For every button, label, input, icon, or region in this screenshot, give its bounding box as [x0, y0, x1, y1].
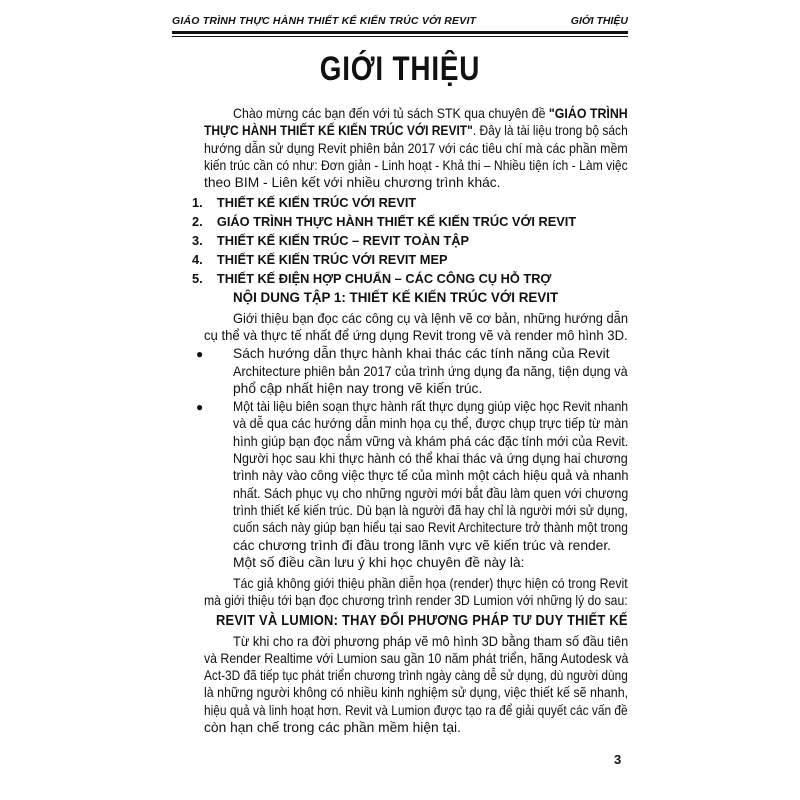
intro-line: THỰC HÀNH THIẾT KẾ KIẾN TRÚC VỚI REVIT". Đây là tài liệu trong bộ sách [204, 123, 628, 139]
bullet-icon: ● [196, 347, 204, 361]
intro-line: hướng dẫn sử dụng Revit phiên bản 2017 với các tiêu chí mà các phần mềm [204, 140, 628, 156]
note-line: Một số điều cần lưu ý khi học chuyên đề này là: [233, 554, 525, 570]
paragraph-line: mà giới thiệu tới bạn đọc chương trình render 3D Lumion với những lý do sau: [204, 592, 628, 608]
paragraph-line: hiệu quả và linh hoạt hơn. Revit và Lumion được tạo ra để giải quyết các vấn đề [204, 702, 628, 718]
bullet-line: Người học sau khi thực hành có thể khai thác và ứng dụng hai chương [233, 451, 628, 467]
bullet-line: hình giúp bạn đọc nắm vững và khám phá các đặc tính mới của Revit. [233, 433, 629, 449]
book-list-item: 5. THIẾT KẾ ĐIỆN HỢP CHUẨN – CÁC CÔNG CỤ HỖ TRỢ [192, 271, 552, 287]
bullet-line: Một tài liệu biên soạn thực hành rất thực dụng giúp việc học Revit nhanh [233, 399, 629, 415]
intro-line: kiến trúc cần có như: Đơn giản - Linh hoạt - Khả thi – Nhiều tiện ích - Làm việc [204, 157, 628, 173]
running-header [172, 11, 628, 31]
bullet-line: Architecture phiên bản 2017 của trình ứng dụng đa năng, tiện dụng và [233, 363, 628, 379]
book-list-item: 2. GIÁO TRÌNH THỰC HÀNH THIẾT KẾ KIẾN TRÚC VỚI REVIT [192, 214, 577, 230]
bullet-line: và dễ qua các hướng dẫn minh họa cụ thể, được chụp trực tiếp từ màn [233, 416, 629, 432]
bullet-line: trình này vào công việc thực tế của mình một cách hiệu quả và nhanh [233, 468, 629, 484]
bullet-line: phổ cập nhất hiện nay trong vẽ kiến trúc. [233, 381, 483, 396]
paragraph-line: Act-3D đã tiếp tục phát triển chương trình ngày càng dễ sử dụng, dù người dùng [204, 668, 628, 684]
bullet-line: Sách hướng dẫn thực hành khai thác các tính năng của Revit [233, 346, 610, 362]
header-rule-thick [172, 31, 628, 34]
paragraph-line: Giới thiệu bạn đọc các công cụ và lệnh vẽ cơ bản, những hướng dẫn [233, 310, 628, 326]
book-list-item: 1. THIẾT KẾ KIẾN TRÚC VỚI REVIT [192, 195, 417, 211]
section-heading: NỘI DUNG TẬP 1: THIẾT KẾ KIẾN TRÚC VỚI REVIT [233, 289, 559, 305]
paragraph-line: Tác giả không giới thiệu phần diễn họa (render) thực hiện có trong Revit [233, 575, 628, 591]
running-title: GIÁO TRÌNH THỰC HÀNH THIẾT KẾ KIẾN TRÚC VỚI REVIT [172, 15, 477, 27]
bullet-line: trình thiết kế kiến trúc. Dù bạn là người đã hay chỉ là người mới sử dụng, [233, 502, 628, 518]
paragraph-line: còn hạn chế trong các phần mềm hiện tại. [204, 720, 461, 735]
bullet-line: các chương trình đi đầu trong lãnh vực vẽ kiến trúc và render. [233, 537, 612, 553]
paragraph-line: và Render Realtime với Lumion sau gần 10 năm phát triển, hãng Autodesk và [204, 650, 629, 666]
intro-line: Chào mừng các bạn đến với tủ sách STK qua chuyên đề "GIÁO TRÌNH [233, 106, 628, 121]
section-heading: REVIT VÀ LUMION: THAY ĐỔI PHƯƠNG PHÁP TƯ DUY THIẾT KẾ [216, 611, 628, 629]
page-number: 3 [614, 752, 622, 767]
bullet-icon: ● [196, 399, 204, 414]
book-list-item: 3. THIẾT KẾ KIẾN TRÚC – REVIT TOÀN TẬP [192, 233, 470, 249]
header-rule-thin [172, 36, 628, 37]
page-title: GIỚI THIỆU [319, 50, 481, 88]
intro-line: theo BIM - Liên kết với nhiều chương trình khác. [204, 175, 501, 191]
bullet-line: nhất. Sách phục vụ cho những người mới bắt đầu làm quen với chương [233, 485, 629, 501]
running-section: GIỚI THIỆU [570, 15, 628, 27]
book-list-item: 4. THIẾT KẾ KIẾN TRÚC VỚI REVIT MEP [192, 252, 448, 268]
bullet-line: cuốn sách này giúp bạn hiểu tại sao Revit Architecture trở thành một trong [233, 520, 628, 536]
paragraph-line: Từ khi cho ra đời phương pháp vẽ mô hình 3D bằng tham số đầu tiên [233, 633, 629, 649]
paragraph-line: là những người không có nhiều kinh nghiệm sử dụng, việc thiết kế sẽ nhanh, [204, 685, 629, 701]
paragraph-line: cụ thể và thực tế nhất để ứng dụng Revit trong vẽ và render mô hình 3D. [204, 328, 628, 344]
